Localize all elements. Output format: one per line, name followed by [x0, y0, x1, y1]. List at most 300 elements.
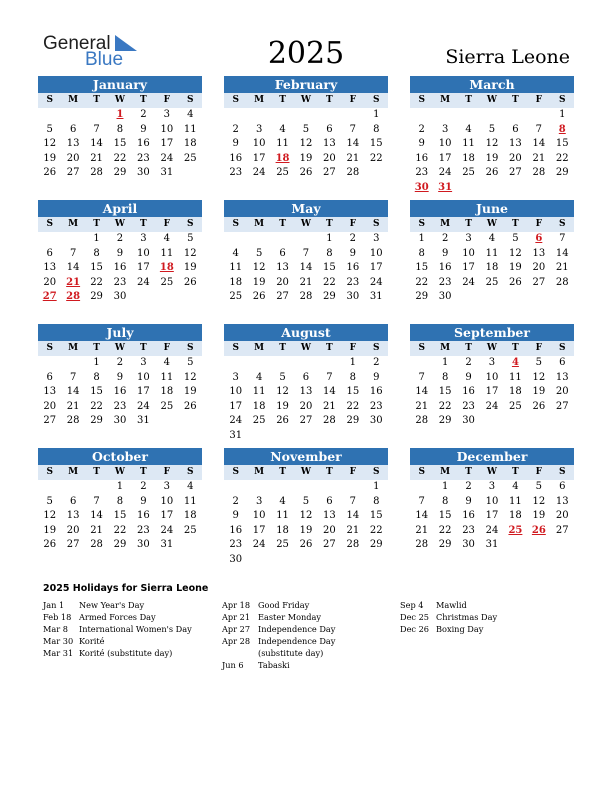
empty-cell	[224, 108, 247, 123]
weekday-label: W	[114, 343, 126, 353]
empty-cell	[271, 232, 294, 247]
weekday-label: M	[440, 343, 451, 353]
day-cell: 9	[140, 123, 147, 135]
empty-cell	[410, 108, 433, 123]
day-cell: 22	[438, 400, 452, 412]
empty-cell	[247, 356, 270, 371]
day-cell: 13	[532, 247, 546, 259]
day-cell: 16	[229, 152, 243, 164]
holiday-day-cell: 1	[116, 109, 124, 120]
day-cell: 26	[252, 291, 266, 303]
month-april	[38, 200, 202, 305]
day-cell: 8	[326, 247, 333, 259]
day-cell: 9	[441, 247, 449, 259]
empty-cell	[410, 480, 433, 495]
empty-cell	[61, 356, 84, 371]
month-september	[410, 324, 574, 429]
day-cell: 1	[373, 481, 380, 492]
day-cell: 1	[93, 357, 100, 368]
day-cell: 22	[323, 276, 336, 288]
day-cell: 17	[160, 138, 174, 150]
holiday-date: Apr 28	[222, 636, 251, 646]
day-cell: 21	[532, 152, 546, 164]
weekday-label: W	[300, 219, 312, 229]
day-cell: 24	[229, 415, 243, 427]
weekday-label: F	[535, 467, 543, 477]
day-cell: 25	[160, 400, 174, 412]
day-cell: 13	[323, 138, 336, 150]
day-cell: 18	[485, 262, 499, 274]
empty-cell	[318, 356, 341, 371]
month-january	[38, 76, 202, 181]
day-cell: 29	[438, 539, 452, 551]
day-cell: 4	[187, 481, 194, 492]
day-grid	[224, 356, 388, 444]
empty-cell	[294, 232, 317, 247]
day-cell: 10	[252, 510, 266, 522]
empty-cell	[247, 480, 270, 495]
day-cell: 2	[465, 357, 472, 368]
day-cell: 5	[535, 357, 543, 368]
empty-cell	[480, 108, 503, 123]
day-cell: 27	[299, 415, 313, 427]
day-cell: 31	[160, 167, 174, 179]
day-cell: 22	[369, 524, 383, 536]
day-cell: 13	[509, 138, 522, 150]
day-cell: 21	[555, 262, 569, 274]
day-cell: 5	[302, 123, 310, 135]
day-cell: 30	[229, 553, 243, 565]
day-grid	[410, 108, 574, 196]
day-cell: 5	[302, 495, 310, 507]
empty-cell	[504, 108, 527, 123]
day-cell: 18	[252, 400, 266, 412]
day-cell: 25	[229, 291, 243, 303]
day-cell: 24	[137, 400, 150, 412]
day-grid	[410, 232, 574, 305]
day-cell: 17	[485, 386, 499, 398]
holiday-day-cell: 6	[535, 233, 543, 244]
day-cell: 11	[485, 247, 499, 259]
empty-cell	[271, 480, 294, 495]
day-cell: 4	[512, 481, 519, 492]
day-cell: 7	[559, 233, 566, 244]
day-cell: 12	[276, 386, 289, 398]
day-cell: 5	[279, 371, 286, 383]
weekday-label: S	[186, 343, 194, 353]
day-cell: 17	[252, 524, 266, 536]
day-cell: 20	[43, 400, 57, 412]
weekday-label: T	[279, 343, 286, 353]
weekday-label: F	[535, 95, 543, 105]
day-cell: 22	[90, 276, 103, 288]
month-title: February	[224, 76, 388, 93]
holiday-date: Dec 26	[400, 624, 430, 634]
weekday-label: T	[140, 467, 147, 477]
holiday-item	[222, 599, 372, 611]
day-cell: 3	[163, 481, 171, 492]
day-cell: 7	[326, 371, 333, 383]
day-cell: 27	[276, 291, 289, 303]
day-cell: 21	[415, 400, 429, 412]
empty-cell	[271, 108, 294, 123]
day-cell: 1	[441, 481, 449, 492]
weekday-label: T	[465, 219, 472, 229]
day-cell: 5	[535, 481, 543, 492]
day-cell: 29	[369, 539, 383, 551]
holiday-day-cell: 27	[42, 291, 57, 303]
day-cell: 14	[299, 262, 313, 274]
day-cell: 12	[183, 371, 197, 383]
weekday-label: T	[326, 95, 333, 105]
empty-cell	[247, 232, 270, 247]
calendar-year: 2025	[267, 36, 345, 71]
weekday-label: S	[232, 467, 239, 477]
weekday-label: W	[486, 467, 498, 477]
day-cell: 6	[46, 371, 53, 383]
day-cell: 2	[140, 481, 147, 492]
day-cell: 16	[415, 152, 429, 164]
day-grid	[224, 108, 388, 181]
holiday-item	[43, 623, 208, 635]
day-cell: 17	[369, 262, 383, 274]
day-cell: 9	[465, 371, 472, 383]
day-cell: 20	[555, 510, 569, 522]
holiday-name: Independence Day (substitute day)	[258, 636, 336, 658]
empty-cell	[61, 480, 84, 495]
weekday-label: T	[93, 219, 100, 229]
day-cell: 17	[137, 386, 150, 398]
weekday-label: M	[68, 219, 79, 229]
holiday-date: Mar 8	[43, 624, 68, 634]
day-cell: 10	[438, 138, 452, 150]
day-cell: 18	[509, 386, 522, 398]
day-cell: 11	[252, 386, 266, 398]
holiday-name: Good Friday	[258, 600, 310, 610]
day-cell: 1	[373, 109, 380, 120]
month-title: October	[38, 448, 202, 465]
month-title: January	[38, 76, 202, 93]
day-cell: 1	[559, 109, 566, 120]
day-cell: 28	[90, 167, 103, 179]
day-cell: 23	[346, 276, 360, 288]
day-cell: 6	[46, 247, 53, 259]
weekday-label: F	[349, 467, 357, 477]
month-march	[410, 76, 574, 196]
day-cell: 31	[485, 539, 499, 551]
day-cell: 12	[43, 510, 57, 522]
weekday-label: W	[300, 95, 312, 105]
empty-cell	[433, 108, 456, 123]
day-cell: 3	[140, 357, 147, 368]
day-cell: 8	[116, 123, 124, 135]
day-cell: 13	[323, 510, 336, 522]
day-cell: 25	[160, 276, 174, 288]
weekday-label: S	[46, 343, 53, 353]
day-cell: 3	[373, 233, 380, 244]
day-cell: 26	[485, 167, 499, 179]
day-cell: 13	[66, 138, 80, 150]
day-cell: 9	[232, 510, 239, 522]
day-cell: 15	[415, 262, 429, 274]
holiday-column	[400, 599, 565, 635]
day-cell: 15	[369, 138, 383, 150]
day-cell: 14	[555, 247, 569, 259]
weekday-label: T	[326, 343, 333, 353]
day-cell: 25	[276, 167, 289, 179]
weekday-label: F	[163, 219, 171, 229]
day-cell: 13	[43, 262, 57, 274]
day-cell: 10	[485, 495, 499, 507]
day-cell: 30	[137, 539, 150, 551]
day-cell: 15	[90, 262, 103, 274]
day-cell: 12	[532, 371, 546, 383]
weekday-header	[38, 93, 202, 108]
day-cell: 22	[346, 400, 360, 412]
holiday-name: New Year's Day	[79, 600, 145, 610]
day-cell: 14	[532, 138, 546, 150]
day-cell: 6	[302, 371, 310, 383]
holiday-day-cell: 30	[414, 181, 429, 193]
day-cell: 4	[163, 233, 171, 244]
day-cell: 24	[462, 276, 475, 288]
day-cell: 31	[229, 429, 243, 441]
day-cell: 24	[137, 276, 150, 288]
month-title: July	[38, 324, 202, 341]
empty-cell	[318, 108, 341, 123]
weekday-label: S	[418, 219, 425, 229]
weekday-label: T	[465, 467, 472, 477]
logo-word-blue: Blue	[85, 49, 124, 70]
day-cell: 16	[229, 524, 243, 536]
weekday-header	[224, 341, 388, 356]
day-cell: 29	[346, 415, 360, 427]
month-november	[224, 448, 388, 568]
weekday-label: F	[349, 95, 357, 105]
day-cell: 16	[369, 386, 383, 398]
day-grid	[410, 480, 574, 553]
weekday-label: S	[232, 343, 239, 353]
day-cell: 30	[137, 167, 150, 179]
day-cell: 22	[113, 152, 127, 164]
empty-cell	[341, 480, 364, 495]
day-cell: 12	[299, 510, 313, 522]
day-cell: 7	[93, 123, 100, 135]
holiday-day-cell: 25	[508, 524, 523, 536]
empty-cell	[224, 232, 247, 247]
weekday-label: T	[279, 467, 286, 477]
day-cell: 27	[532, 276, 546, 288]
day-cell: 22	[369, 152, 383, 164]
weekday-label: W	[114, 95, 126, 105]
day-cell: 1	[326, 233, 333, 244]
day-cell: 1	[116, 481, 124, 492]
weekday-label: T	[93, 95, 100, 105]
weekday-label: M	[68, 343, 79, 353]
day-cell: 10	[160, 495, 174, 507]
day-cell: 8	[349, 371, 357, 383]
day-cell: 7	[302, 247, 310, 259]
empty-cell	[38, 232, 61, 247]
day-cell: 20	[323, 524, 336, 536]
weekday-label: W	[300, 467, 312, 477]
weekday-label: T	[512, 467, 519, 477]
day-cell: 25	[252, 415, 266, 427]
day-cell: 13	[299, 386, 313, 398]
day-cell: 22	[90, 400, 103, 412]
weekday-label: F	[349, 219, 357, 229]
holiday-day-cell: 8	[558, 123, 566, 135]
holiday-name: Boxing Day	[436, 624, 484, 634]
weekday-label: M	[68, 467, 79, 477]
day-cell: 6	[326, 123, 333, 135]
day-cell: 29	[113, 167, 127, 179]
month-february	[224, 76, 388, 181]
day-cell: 20	[323, 152, 336, 164]
day-cell: 25	[509, 400, 522, 412]
day-cell: 20	[66, 152, 80, 164]
day-cell: 24	[252, 167, 266, 179]
holiday-name: International Women's Day	[79, 624, 192, 634]
day-cell: 5	[187, 233, 194, 244]
day-cell: 14	[323, 386, 336, 398]
day-cell: 24	[485, 524, 499, 536]
month-october	[38, 448, 202, 553]
weekday-label: S	[558, 467, 566, 477]
holiday-name: Easter Monday	[258, 612, 322, 622]
day-grid	[224, 480, 388, 568]
weekday-label: S	[418, 95, 425, 105]
day-cell: 26	[299, 539, 313, 551]
day-cell: 26	[299, 167, 313, 179]
day-cell: 16	[462, 386, 475, 398]
weekday-label: T	[326, 467, 333, 477]
day-cell: 28	[90, 539, 103, 551]
empty-cell	[294, 356, 317, 371]
country-name: Sierra Leone	[445, 46, 570, 68]
day-grid	[410, 356, 574, 429]
weekday-label: F	[163, 467, 171, 477]
holiday-day-cell: 31	[438, 181, 453, 193]
day-cell: 27	[323, 167, 336, 179]
day-cell: 11	[509, 495, 522, 507]
day-cell: 3	[465, 233, 472, 244]
day-cell: 14	[346, 138, 360, 150]
day-cell: 10	[137, 371, 150, 383]
holiday-date: Mar 31	[43, 648, 74, 658]
empty-cell	[318, 480, 341, 495]
holiday-day-cell: 18	[159, 262, 174, 274]
day-cell: 8	[441, 371, 449, 383]
day-cell: 29	[90, 415, 103, 427]
day-grid	[38, 356, 202, 429]
day-cell: 31	[137, 415, 150, 427]
day-cell: 8	[93, 247, 100, 259]
month-title: August	[224, 324, 388, 341]
day-cell: 29	[90, 291, 103, 303]
weekday-label: T	[93, 343, 100, 353]
holiday-day-cell: 21	[66, 276, 81, 288]
day-cell: 23	[462, 524, 475, 536]
holiday-day-cell: 4	[511, 357, 519, 368]
holiday-item	[222, 611, 372, 623]
day-cell: 20	[299, 400, 313, 412]
day-cell: 14	[415, 510, 429, 522]
day-cell: 30	[113, 415, 127, 427]
holiday-item	[400, 611, 565, 623]
day-cell: 16	[137, 510, 150, 522]
day-cell: 4	[279, 123, 286, 135]
day-cell: 31	[369, 291, 383, 303]
empty-cell	[224, 480, 247, 495]
day-cell: 2	[349, 233, 357, 244]
weekday-label: S	[46, 467, 53, 477]
day-cell: 29	[555, 167, 569, 179]
weekday-header	[224, 93, 388, 108]
day-cell: 5	[512, 233, 519, 244]
day-cell: 23	[113, 400, 127, 412]
day-cell: 18	[160, 386, 174, 398]
day-cell: 30	[346, 291, 360, 303]
day-cell: 19	[509, 262, 522, 274]
holiday-date: Jan 1	[43, 600, 65, 610]
day-cell: 28	[346, 167, 360, 179]
day-cell: 30	[462, 539, 475, 551]
day-cell: 25	[276, 539, 289, 551]
day-cell: 3	[232, 371, 239, 383]
day-cell: 2	[441, 233, 449, 244]
day-cell: 17	[137, 262, 150, 274]
day-cell: 23	[369, 400, 383, 412]
empty-cell	[271, 356, 294, 371]
day-cell: 28	[415, 415, 429, 427]
day-cell: 21	[299, 276, 313, 288]
day-cell: 14	[66, 386, 80, 398]
day-cell: 10	[462, 247, 475, 259]
day-cell: 14	[415, 386, 429, 398]
empty-cell	[294, 480, 317, 495]
day-cell: 26	[43, 539, 57, 551]
day-cell: 23	[229, 539, 243, 551]
month-june	[410, 200, 574, 305]
day-cell: 18	[183, 138, 197, 150]
day-cell: 7	[69, 247, 77, 259]
day-cell: 31	[160, 539, 174, 551]
day-cell: 8	[373, 495, 380, 507]
day-cell: 11	[229, 262, 243, 274]
weekday-label: S	[558, 343, 566, 353]
day-cell: 19	[532, 386, 546, 398]
holiday-name: Christmas Day	[436, 612, 498, 622]
day-cell: 16	[137, 138, 150, 150]
day-cell: 1	[349, 357, 357, 368]
day-cell: 29	[438, 415, 452, 427]
holiday-item	[400, 623, 565, 635]
day-cell: 22	[415, 276, 429, 288]
day-cell: 21	[346, 524, 360, 536]
day-cell: 4	[465, 123, 472, 135]
day-cell: 11	[183, 123, 197, 135]
day-cell: 22	[438, 524, 452, 536]
day-cell: 15	[369, 510, 383, 522]
day-cell: 4	[488, 233, 496, 244]
weekday-label: M	[68, 95, 79, 105]
day-cell: 19	[485, 152, 499, 164]
weekday-label: S	[46, 95, 53, 105]
day-cell: 2	[116, 233, 124, 244]
day-cell: 11	[276, 510, 289, 522]
day-cell: 27	[555, 524, 569, 536]
